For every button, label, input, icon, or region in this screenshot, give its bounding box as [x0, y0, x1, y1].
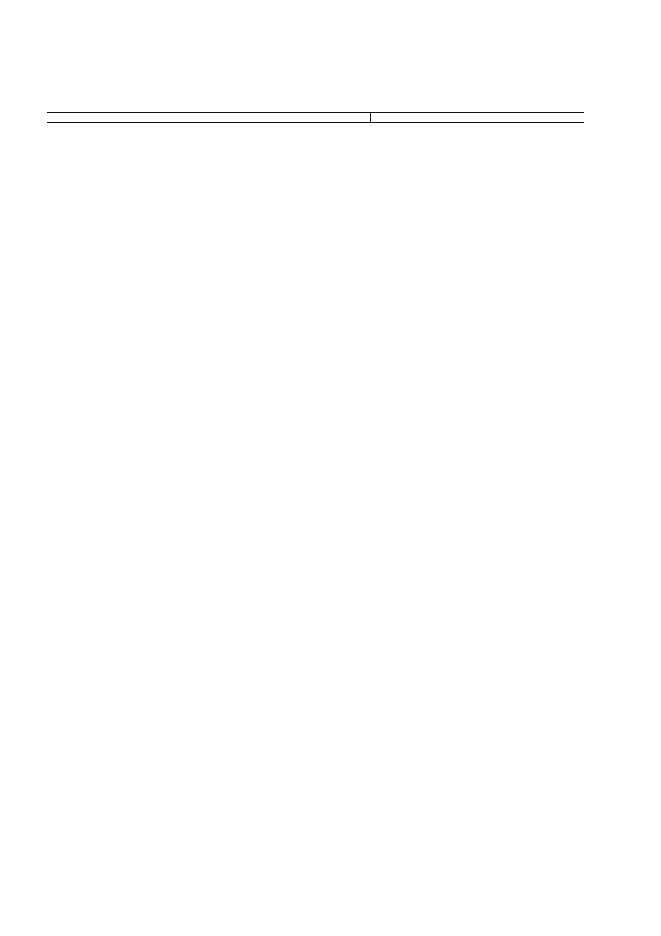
document-body: [47, 97, 584, 135]
header-material: [47, 113, 371, 123]
materials-table: [47, 112, 584, 123]
header-documentation: [371, 113, 585, 123]
table-header-row: [47, 113, 584, 123]
